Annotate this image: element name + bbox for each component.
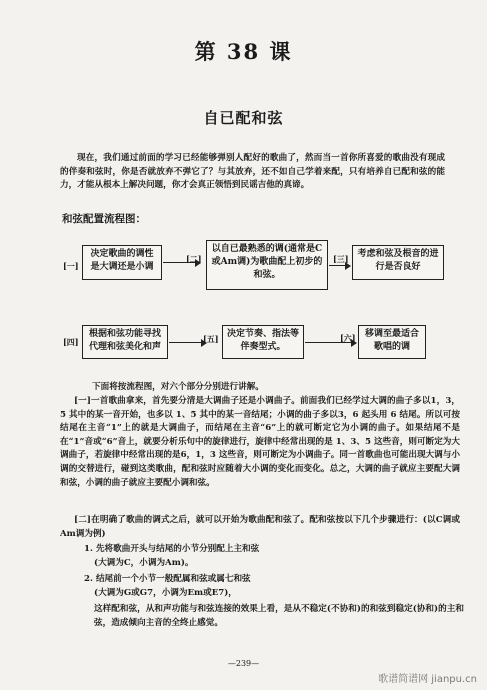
flow-step-5-box: 决定节奏、指法等伴奏型式。 xyxy=(222,325,304,359)
list-item-2-main: 2. 结尾前一个小节一般配属和弦或属七和弦 xyxy=(84,574,251,584)
flow-arrow-2 xyxy=(329,265,349,266)
flow-step-1-box: 决定歌曲的调性是大调还是小调 xyxy=(82,245,162,280)
step2-paragraph: [二]在明确了歌曲的调式之后，就可以开始为歌曲配和弦了。配和弦按以下几个步骤进行：(以C调或Am调为例) xyxy=(60,515,460,539)
list-item-1-sub: (大调为C，小调为Am)。 xyxy=(94,557,194,568)
flow-heading: 和弦配置流程图： xyxy=(62,213,146,225)
flow-step-1-label: [一] xyxy=(63,261,79,271)
step1-paragraph: [一]一首歌曲拿来，首先要分清是大调曲子还是小调曲子。前面我们已经学过大调的曲子多以1，3，5 其中的某一音开始，也多以 1、5 其中的某一音结尾；小调的曲子多以3，6 起头用 6 结尾。所以可按结尾在主音“1”上的就是大调曲子，而结尾在主音“6”上的就可断定它为小调的曲子。如果结尾不是在“1”音或“6”音上，就要分析乐句中的旋律进行，旋律中经常出现的是 1、3、5 这些音，则可断定为大调曲子，若旋律中经常出现的是6，1，3 这些音，则可断定为小调曲子。同一首歌曲也可能出现大调与小调的交替进行，碰到这类歌曲，配和弦时应随着大小调的变化而变化。总之，大调的曲子就应主要配大调和弦，小调的曲子就应主要配小调和弦。 xyxy=(60,396,460,488)
closing-paragraph: 这样配和弦，从和声功能与和弦连接的效果上看，是从不稳定(不协和)的和弦到稳定(协和)的主和弦，造成倾向主音的全终止感觉。 xyxy=(94,604,464,628)
flow-step-6-label: [六] xyxy=(340,333,356,343)
flow-step-5-label: [五] xyxy=(203,334,219,344)
intro-paragraph: 现在，我们通过前面的学习已经能够弹别人配好的歌曲了，然而当一首你所喜爱的歌曲没有现成的伴奏和弦时，你是否就放弃不弹它了？与其放弃，还不如自己学着来配，只有培养自已配和弦的能力，才能从根本上解决问题，你才会真正领悟到民谣吉他的真谛。 xyxy=(60,153,445,191)
list-item-1 xyxy=(84,543,259,571)
flow-step-4-label: [四] xyxy=(63,337,79,347)
flow-step-4-box: 根据和弦功能寻找代理和弦美化和声 xyxy=(82,325,168,359)
list-item-2 xyxy=(84,573,251,601)
section-title: 自已配和弦 xyxy=(203,109,284,127)
flow-step-2-box: 以自已最熟悉的调(通常是C或Am调)为歌曲配上初步的和弦。 xyxy=(206,240,328,290)
after-flow-text: 下面将按流程图，对六个部分分别进行讲解。 xyxy=(92,382,264,392)
lesson-title: 第 38 课 xyxy=(194,39,293,64)
flow-arrow-3 xyxy=(169,342,205,343)
flow-step-6-box: 移调至最适合歌唱的调 xyxy=(358,325,426,359)
flow-step-3-label: [三] xyxy=(333,254,349,264)
page-number: —239— xyxy=(227,659,260,668)
flow-step-2-label: [二] xyxy=(186,254,202,264)
list-item-1-main: 1. 先将歌曲开头与结尾的小节分别配上主和弦 xyxy=(84,544,260,554)
list-item-2-sub: (大调为G或G7，小调为Em或E7)， xyxy=(94,587,237,598)
flow-step-3-box: 考虑和弦及根音的进行是否良好 xyxy=(352,245,444,280)
site-watermark: 歌谱简谱网 jianpu.cn xyxy=(378,674,477,685)
